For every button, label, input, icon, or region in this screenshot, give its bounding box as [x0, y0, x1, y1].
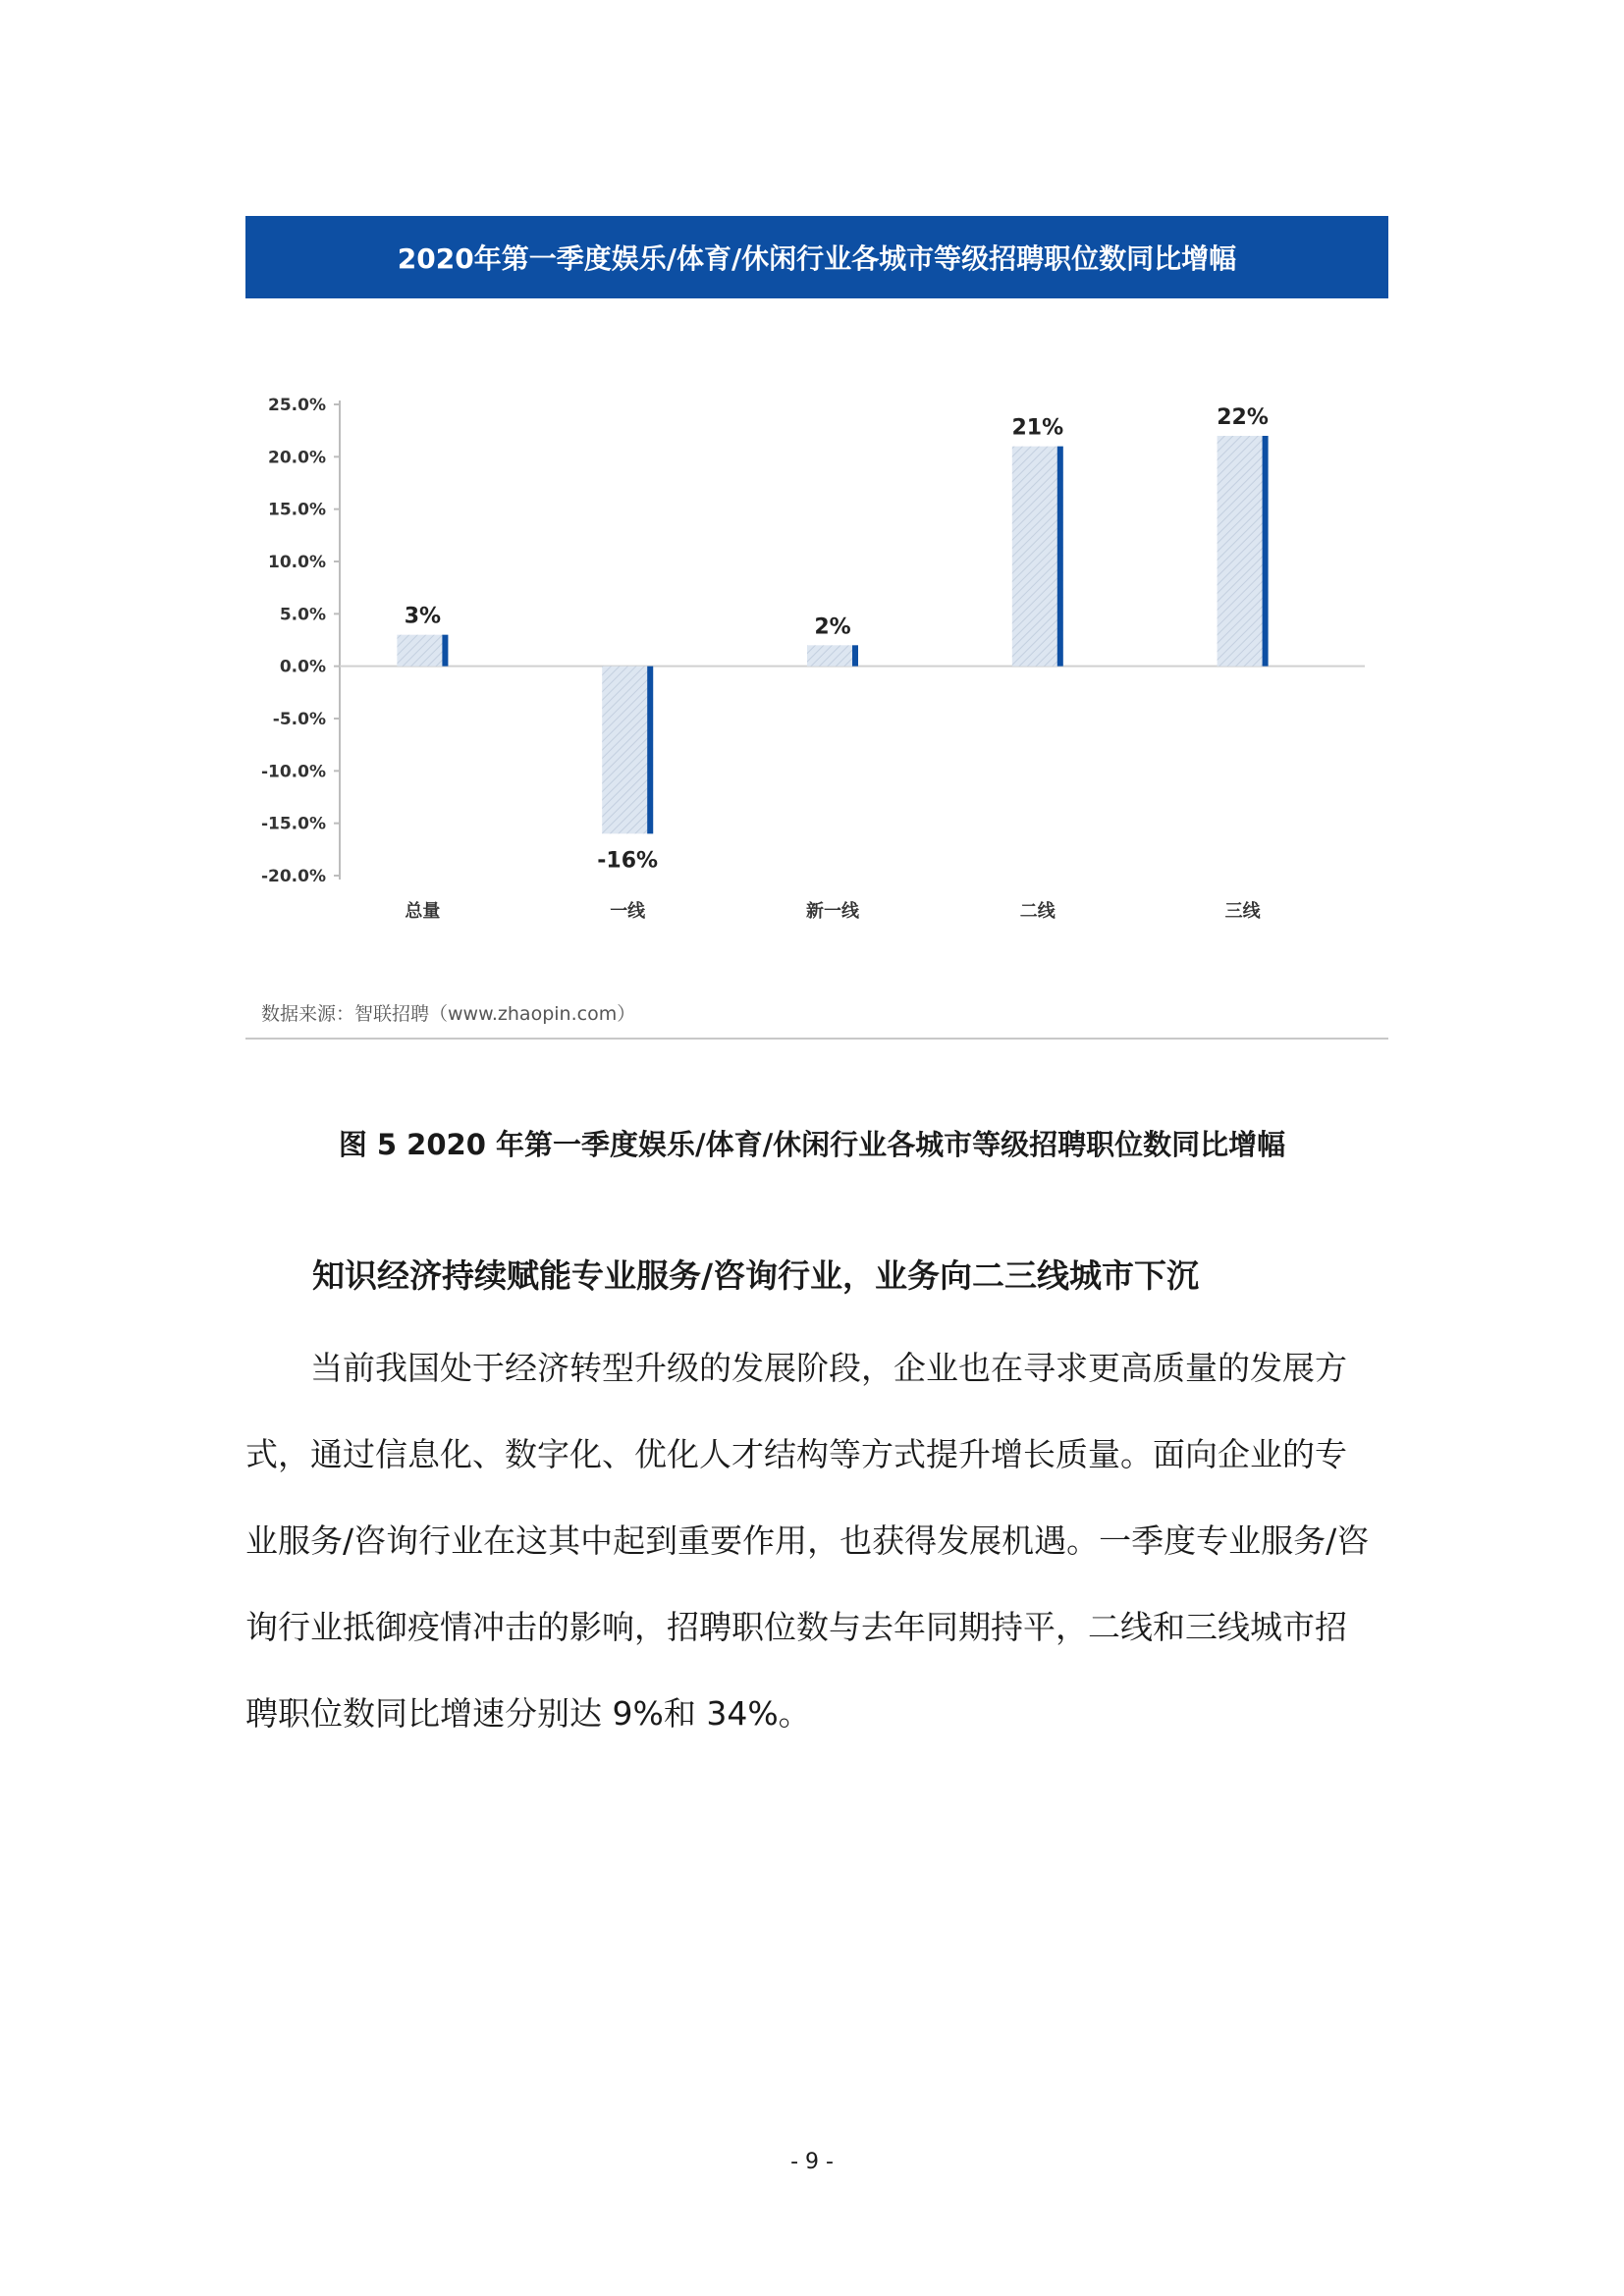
- data-label: 22%: [1217, 405, 1269, 430]
- body-paragraph: 当前我国处于经济转型升级的发展阶段，企业也在寻求更高质量的发展方式，通过信息化、数字化、优化人才结构等方式提升增长质量。面向企业的专业服务/咨询行业在这其中起到重要作用，也获得发展机遇。一季度专业服务/咨询行业抵御疫情冲击的影响，招聘职位数与去年同期持平，二线和三线城市招聘职位数同比增速分别达 9%和 34%。: [245, 1349, 1370, 1733]
- x-tick-label: 三线: [1224, 901, 1261, 922]
- y-tick-label: 20.0%: [268, 448, 326, 468]
- bar-edge: [852, 645, 858, 666]
- y-tick-label: 10.0%: [268, 553, 326, 572]
- x-tick-label: 新一线: [806, 901, 859, 922]
- chart-header-title: 2020年第一季度娱乐/体育/休闲行业各城市等级招聘职位数同比增幅: [397, 242, 1237, 275]
- data-source: 数据来源：智联招聘（www.zhaopin.com）: [261, 1003, 636, 1025]
- data-label: 2%: [814, 614, 851, 640]
- data-label: 3%: [404, 604, 442, 629]
- bar-chart: [245, 373, 1388, 942]
- x-tick-label: 一线: [610, 901, 646, 922]
- bar-edge: [1263, 436, 1269, 667]
- bar: [397, 635, 448, 667]
- figure-caption: 图 5 2020 年第一季度娱乐/体育/休闲行业各城市等级招聘职位数同比增幅: [338, 1128, 1286, 1161]
- bar-edge: [1057, 447, 1063, 667]
- y-tick-label: 15.0%: [268, 500, 326, 520]
- source-divider: [245, 1038, 1388, 1040]
- y-tick-label: 25.0%: [268, 396, 326, 415]
- y-tick-label: -5.0%: [272, 710, 326, 729]
- page-number: - 9 -: [790, 2150, 834, 2174]
- chart-header: [245, 216, 1388, 298]
- y-tick-label: 5.0%: [279, 605, 326, 625]
- bar-edge: [647, 667, 653, 834]
- x-tick-label: 总量: [405, 901, 441, 922]
- bar: [1218, 436, 1269, 667]
- data-label: -16%: [597, 848, 659, 874]
- bar-edge: [442, 635, 448, 667]
- x-tick-label: 二线: [1019, 901, 1056, 922]
- section-heading: 知识经济持续赋能专业服务/咨询行业，业务向二三线城市下沉: [312, 1256, 1200, 1295]
- y-tick-label: -10.0%: [260, 762, 326, 782]
- y-tick-label: -15.0%: [260, 814, 326, 834]
- bar: [602, 667, 653, 834]
- bar: [807, 645, 858, 666]
- data-label: 21%: [1011, 415, 1064, 441]
- y-tick-label: -20.0%: [260, 867, 326, 886]
- bar: [1012, 447, 1063, 667]
- y-tick-label: 0.0%: [279, 657, 326, 677]
